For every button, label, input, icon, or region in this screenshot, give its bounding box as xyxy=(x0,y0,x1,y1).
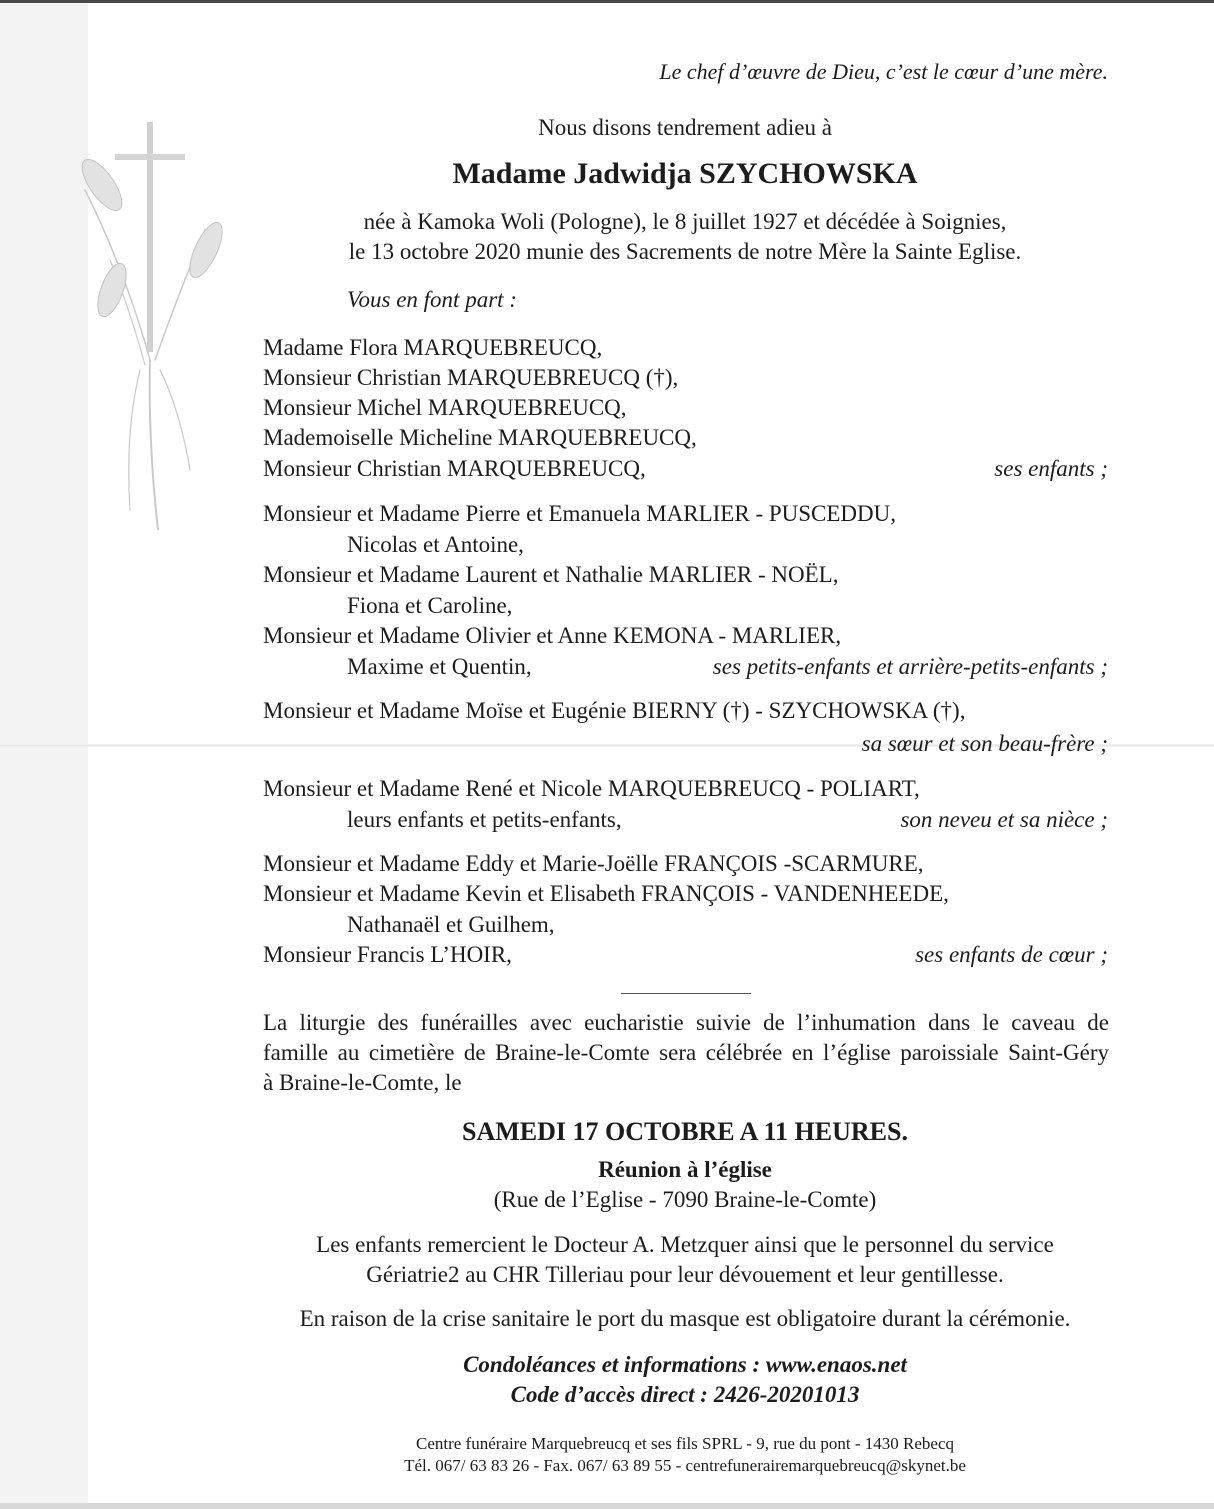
family-line: Maxime et Quentin, xyxy=(347,654,532,679)
relation-label: son neveu et sa nièce ; xyxy=(900,807,1108,832)
liturgy-line-1: La liturgie des funérailles avec eucharistie suivie de l’inhumation dans le caveau de xyxy=(263,1010,1109,1035)
family-line: Madame Flora MARQUEBREUCQ, xyxy=(263,335,603,360)
family-line: Monsieur Francis L’HOIR, xyxy=(263,942,512,967)
family-line: Monsieur et Madame Laurent et Nathalie MARLIER - NOËL, xyxy=(263,562,839,587)
birth-death-line-2: le 13 octobre 2020 munie des Sacrements de notre Mère la Sainte Eglise. xyxy=(348,239,1022,264)
footer-line-2: Tél. 067/ 63 83 26 - Fax. 067/ 63 89 55 - centrefunerairemarquebreucq@skynet.be xyxy=(404,1456,966,1475)
family-line: Mademoiselle Micheline MARQUEBREUCQ, xyxy=(263,425,697,450)
intro-text: Nous disons tendrement adieu à xyxy=(538,115,832,140)
deceased-name: Madame Jadwidja SZYCHOWSKA xyxy=(452,157,918,190)
epigraph: Le chef d’œuvre de Dieu, c’est le cœur d’une mère. xyxy=(659,59,1108,84)
announcers-intro: Vous en font part : xyxy=(347,287,517,312)
family-line: Monsieur et Madame Pierre et Emanuela MARLIER - PUSCEDDU, xyxy=(263,501,897,526)
family-line: Monsieur et Madame Moïse et Eugénie BIERNY (†) - SZYCHOWSKA (†), xyxy=(263,698,966,723)
family-line: leurs enfants et petits-enfants, xyxy=(347,807,622,832)
section-divider xyxy=(621,993,751,994)
relation-label: ses petits-enfants et arrière-petits-enfants ; xyxy=(712,654,1108,679)
relation-label: sa sœur et son beau-frère ; xyxy=(861,731,1108,756)
family-line: Monsieur et Madame René et Nicole MARQUEBREUCQ - POLIART, xyxy=(263,776,920,801)
access-code: Code d’accès direct : 2426-20201013 xyxy=(510,1382,860,1407)
cross-with-wheat-icon xyxy=(30,110,230,530)
meeting-title: Réunion à l’église xyxy=(598,1157,772,1182)
family-line: Monsieur Christian MARQUEBREUCQ, xyxy=(263,456,646,481)
bottom-border xyxy=(0,1503,1214,1509)
top-border xyxy=(0,0,1214,3)
relation-label: ses enfants de cœur ; xyxy=(915,942,1108,967)
family-line: Nicolas et Antoine, xyxy=(347,532,524,557)
birth-death-line-1: née à Kamoka Woli (Pologne), le 8 juillet 1927 et décédée à Soignies, xyxy=(363,209,1007,234)
event-datetime: SAMEDI 17 OCTOBRE A 11 HEURES. xyxy=(462,1117,908,1146)
thanks-line-2: Gériatrie2 au CHR Tilleriau pour leur dévouement et leur gentillesse. xyxy=(366,1262,1004,1287)
family-line: Monsieur Michel MARQUEBREUCQ, xyxy=(263,395,627,420)
family-line: Monsieur et Madame Eddy et Marie-Joëlle FRANÇOIS -SCARMURE, xyxy=(263,851,924,876)
condolences-link[interactable]: Condoléances et informations : www.enaos.net xyxy=(463,1352,907,1377)
family-line: Monsieur et Madame Olivier et Anne KEMONA - MARLIER, xyxy=(263,623,842,648)
liturgy-line-3: à Braine-le-Comte, le xyxy=(263,1070,462,1095)
family-line: Monsieur et Madame Kevin et Elisabeth FRANÇOIS - VANDENHEEDE, xyxy=(263,881,949,906)
family-line: Nathanaël et Guilhem, xyxy=(347,912,555,937)
meeting-address: (Rue de l’Eglise - 7090 Braine-le-Comte) xyxy=(493,1187,877,1212)
family-line: Fiona et Caroline, xyxy=(347,593,513,618)
relation-label: ses enfants ; xyxy=(994,456,1108,481)
liturgy-line-2: famille au cimetière de Braine-le-Comte sera célébrée en l’église paroissiale Saint-Géry xyxy=(263,1040,1109,1065)
family-line: Monsieur Christian MARQUEBREUCQ (†), xyxy=(263,365,679,390)
covid-notice: En raison de la crise sanitaire le port du masque est obligatoire durant la cérémonie. xyxy=(299,1306,1071,1331)
footer-line-1: Centre funéraire Marquebreucq et ses fils SPRL - 9, rue du pont - 1430 Rebecq xyxy=(415,1434,955,1453)
thanks-line-1: Les enfants remercient le Docteur A. Metzquer ainsi que le personnel du service xyxy=(316,1232,1054,1257)
